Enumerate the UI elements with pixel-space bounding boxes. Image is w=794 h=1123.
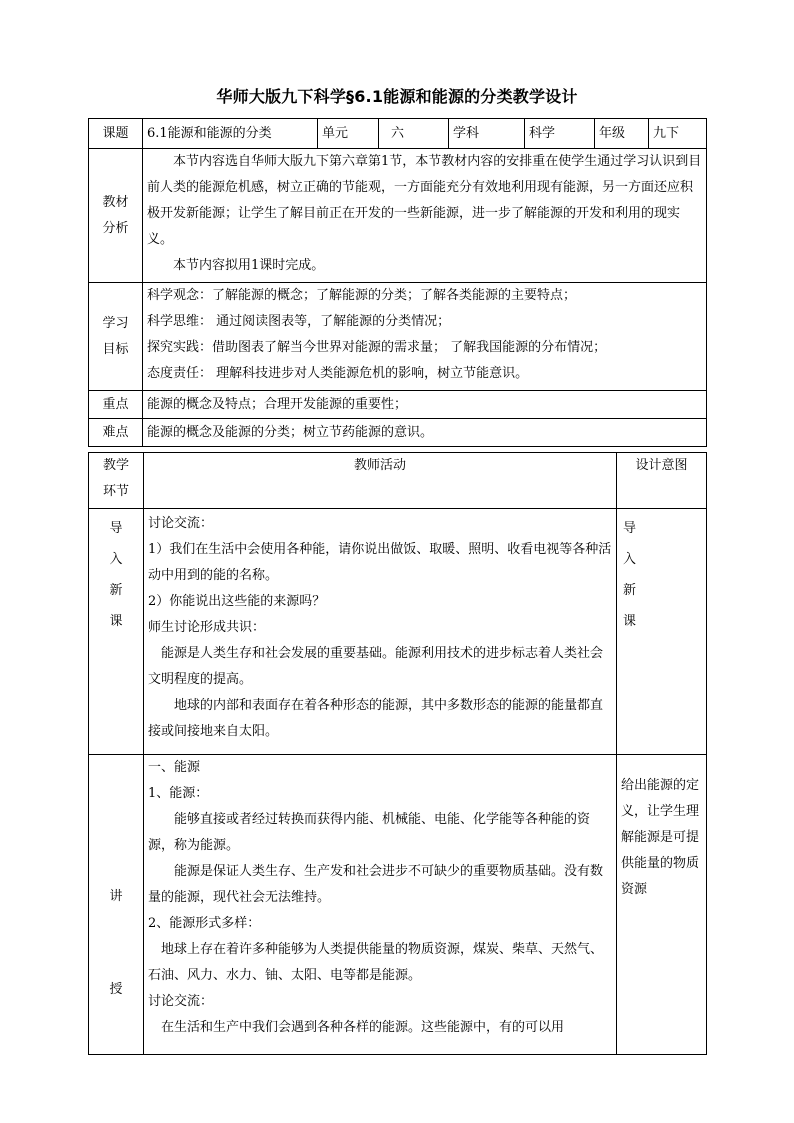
analysis-paragraph: 本节内容选自华师大版九下第六章第1节，本节教材内容的安排重在使学生通过学习认识到目前人类的能源危机感，树立正确的节能观，一方面能充分有效地利用现有能源，另一方面还应积极开发新能源；让学生了解目前正在开发的一些新能源，进一步了解能源的开发和利用的现实义。 [147, 154, 702, 247]
lecture-row [89, 755, 707, 1055]
intro-content: 讨论交流： 1）我们在生活中会使用各种能，请你说出做饭、取暖、照明、收看电视等各种活动中用到的能的名称。 2）你能说出这些能的来源吗？ 师生讨论形成共识： 能源是人类生存和社会发展的重要基础。能源利用技术的进步标志着人类社会文明程度的提高。 地球的内部和表面存在着各种形态的能源，其中多数形态的能源的能量都直接或间接地来自太阳。 [144, 509, 617, 755]
analysis-row [89, 149, 707, 283]
objectives-row [89, 283, 707, 391]
topic-value: 6.1能源和能源的分类 [143, 119, 318, 149]
intro-stage: 导 入 新 课 [89, 509, 144, 755]
analysis-label: 教材 分析 [89, 149, 143, 283]
document-title: 华师大版九下科学§6.1能源和能源的分类教学设计 [216, 87, 578, 106]
intro-row [89, 509, 707, 755]
subject-label: 学科 [449, 119, 525, 149]
intro-intent: 导 入 新 课 [617, 509, 707, 755]
subject-value: 科学 [525, 119, 595, 149]
grade-value: 九下 [649, 119, 707, 149]
objectives-label: 学习 目标 [89, 283, 143, 391]
difficulties-value: 能源的概念及能源的分类；树立节药能源的意识。 [143, 419, 707, 447]
topic-label: 课题 [89, 119, 143, 149]
lecture-intent: 给出能源的定义，让学生理解能源是可提供能量的物质资源 [617, 755, 707, 1055]
analysis-duration: 本节内容拟用1课时完成。 [173, 258, 325, 273]
stage-column-header: 教学 环节 [89, 453, 144, 509]
header-row [89, 119, 707, 149]
objective-line: 科学思维： 通过阅读图表等，了解能源的分类情况； [147, 314, 451, 329]
unit-label: 单元 [318, 119, 379, 149]
difficulties-row [89, 419, 707, 447]
process-header-row [89, 453, 707, 509]
analysis-content [143, 149, 707, 283]
objective-line: 态度责任： 理解科技进步对人类能源危机的影响，树立节能意识。 [147, 366, 529, 381]
lecture-content: 一、能源 1、能源： 能够直接或者经过转换而获得内能、机械能、电能、化学能等各种能的资源，称为能源。 能源是保证人类生存、生产发和社会进步不可缺少的重要物质基础。没有数量的能源，现代社会无法维持。 2、能源形式多样： 地球上存在着许多种能够为人类提供能量的物质资源，煤炭、柴草、天然气、石油、风力、水力、铀、太阳、电等都是能源。 讨论交流： 在生活和生产中我们会遇到各种各样的能源。这些能源中，有的可以用 [144, 755, 617, 1055]
intent-column-header: 设计意图 [617, 453, 707, 509]
teacher-column-header: 教师活动 [144, 453, 617, 509]
key-points-value: 能源的概念及特点；合理开发能源的重要性； [143, 391, 707, 419]
key-points-label: 重点 [89, 391, 143, 419]
objectives-content [143, 283, 707, 391]
objective-line: 探究实践：借助图表了解当今世界对能源的需求量； 了解我国能源的分布情况； [147, 340, 607, 355]
process-table [88, 452, 707, 1055]
unit-value: 六 [379, 119, 449, 149]
objective-line: 科学观念：了解能源的概念；了解能源的分类；了解各类能源的主要特点； [147, 288, 577, 303]
lecture-stage: 讲 授 [89, 755, 144, 1055]
key-points-row [89, 391, 707, 419]
info-table [88, 118, 707, 447]
difficulties-label: 难点 [89, 419, 143, 447]
grade-label: 年级 [595, 119, 649, 149]
